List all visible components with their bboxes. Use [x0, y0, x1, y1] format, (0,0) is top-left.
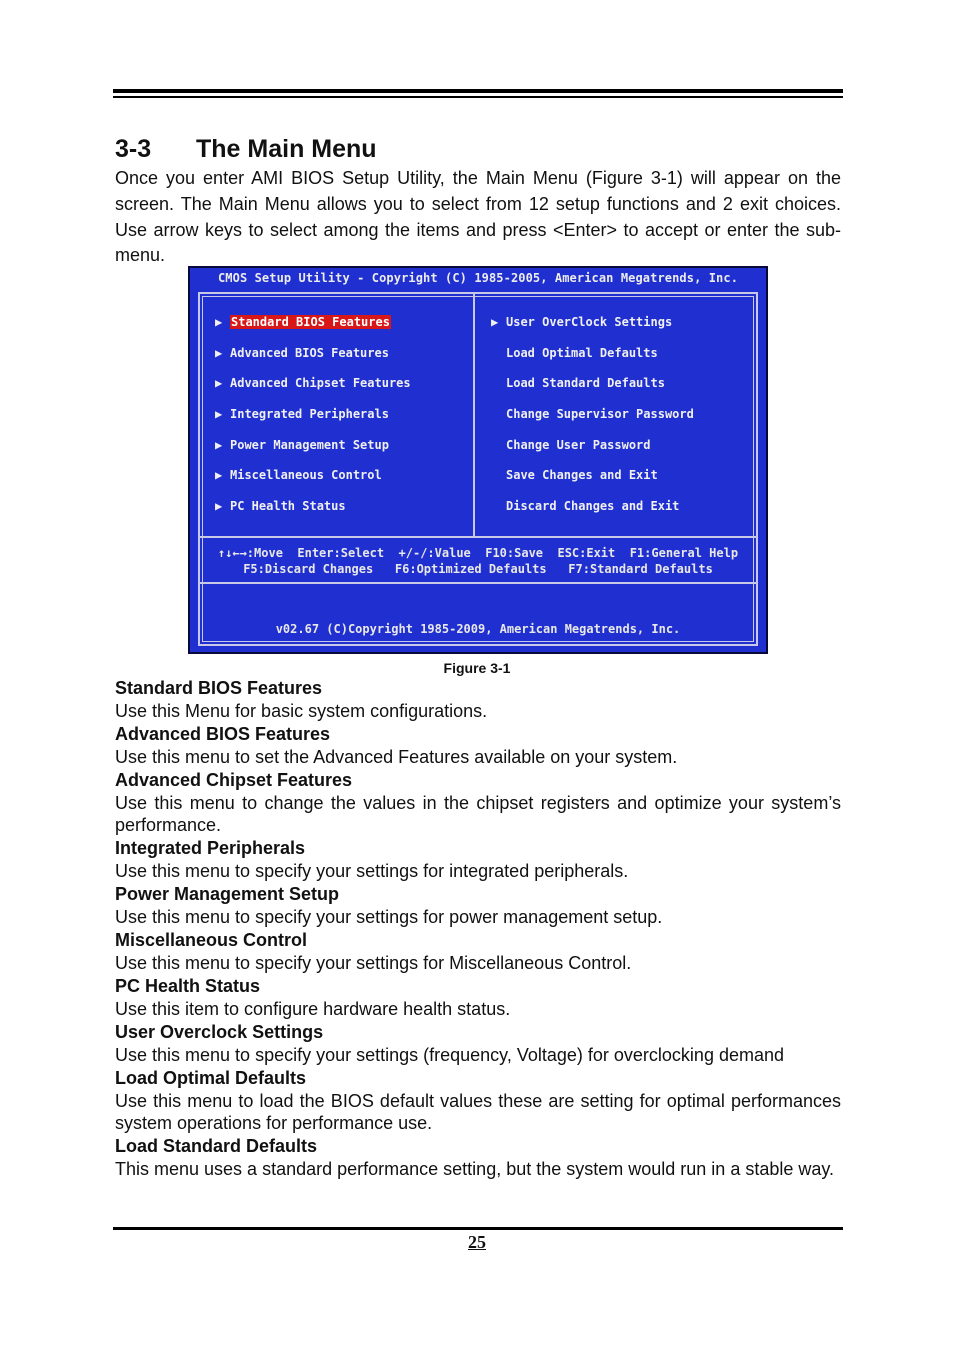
- bios-menu-item[interactable]: [215, 438, 411, 469]
- bios-menu-item-label: Power Management Setup: [230, 437, 389, 452]
- submenu-arrow-icon: ▶: [215, 499, 223, 514]
- bios-help-keys: [200, 545, 756, 577]
- entry-title: Integrated Peripherals: [115, 838, 306, 858]
- entry-title: User Overclock Settings: [115, 1022, 324, 1042]
- bios-menu-item-label: Load Standard Defaults: [506, 376, 665, 391]
- bios-menu-item[interactable]: [215, 407, 411, 438]
- bios-menu-item-label: Advanced Chipset Features: [230, 376, 411, 391]
- section-number: 3-3: [115, 135, 152, 163]
- bios-menu-item-label: Save Changes and Exit: [506, 468, 658, 483]
- submenu-arrow-icon: ▶: [215, 376, 223, 391]
- submenu-arrow-icon: ▶: [215, 437, 223, 452]
- bios-menu-item[interactable]: [215, 468, 411, 499]
- bios-menu-item[interactable]: [491, 376, 694, 407]
- bios-help-line-1: ↑↓←→:Move Enter:Select +/-/:Value F10:Save ESC:Exit F1:General Help: [217, 546, 739, 560]
- submenu-arrow-icon: ▶: [491, 315, 499, 329]
- bios-menu-item-label: Change User Password: [506, 437, 651, 452]
- bios-menu-item-label: Integrated Peripherals: [230, 407, 389, 422]
- bios-menu-item[interactable]: [491, 407, 694, 438]
- bios-menu-item[interactable]: [491, 499, 694, 530]
- entry-description: Use this menu to specify your settings for Miscellaneous Control.: [115, 953, 632, 973]
- entry-description: This menu uses a standard performance setting, but the system would run in a stable way.: [115, 1159, 835, 1179]
- bios-menu-item-label: Miscellaneous Control: [230, 468, 382, 483]
- page-number: 25: [468, 1232, 486, 1252]
- entry-title: PC Health Status: [115, 976, 261, 996]
- entry-title: Miscellaneous Control: [115, 930, 308, 950]
- entry-description: Use this menu to specify your settings for integrated peripherals.: [115, 861, 629, 881]
- figure-caption: Figure 3-1: [443, 660, 511, 676]
- bios-left-menu: [215, 315, 411, 530]
- entry-title: Standard BIOS Features: [115, 678, 323, 698]
- submenu-arrow-icon: ▶: [215, 315, 223, 329]
- bios-menu-item-label: PC Health Status: [230, 499, 346, 514]
- header-rule-thin: [113, 96, 843, 98]
- entry-description: Use this item to configure hardware health status.: [115, 999, 511, 1019]
- bios-help-line-2: F5:Discard Changes F6:Optimized Defaults F7:Standard Defaults: [243, 562, 713, 576]
- submenu-arrow-icon: ▶: [215, 407, 223, 422]
- bios-menu-item[interactable]: [491, 468, 694, 499]
- entry-description: Use this menu to change the values in the chipset registers and optimize your system’s performance.: [115, 793, 841, 835]
- section-title: [115, 135, 377, 164]
- menu-descriptions: [115, 676, 841, 1180]
- footer-rule: [113, 1227, 843, 1230]
- entry-description: Use this menu to set the Advanced Features available on your system.: [115, 747, 678, 767]
- submenu-arrow-icon: ▶: [215, 468, 223, 483]
- bios-menu-item[interactable]: [215, 499, 411, 530]
- bios-menu-item[interactable]: [491, 346, 694, 377]
- entry-description: Use this menu to load the BIOS default values these are setting for optimal performances system operations for performance use.: [115, 1091, 841, 1133]
- entry-title: Advanced BIOS Features: [115, 724, 331, 744]
- bios-footer-divider: [200, 582, 756, 584]
- bios-column-divider: [473, 294, 475, 538]
- bios-menu-item-label: Change Supervisor Password: [506, 407, 694, 422]
- bios-menu-item[interactable]: [215, 376, 411, 407]
- bios-menu-item[interactable]: [491, 315, 694, 346]
- bios-menu-item[interactable]: [491, 438, 694, 469]
- bios-menu-item-label: Standard BIOS Features: [231, 315, 390, 329]
- bios-copyright: v02.67 (C)Copyright 1985-2009, American Megatrends, Inc.: [275, 622, 681, 636]
- submenu-arrow-icon: ▶: [215, 345, 223, 360]
- entry-title: Load Optimal Defaults: [115, 1068, 307, 1088]
- bios-title-bar: CMOS Setup Utility - Copyright (C) 1985-2005, American Megatrends, Inc.: [190, 268, 766, 288]
- entry-title: Power Management Setup: [115, 884, 340, 904]
- intro-paragraph: Once you enter AMI BIOS Setup Utility, the Main Menu (Figure 3-1) will appear on the screen. The Main Menu allows you to select from 12 setup functions and 2 exit choices. Use arrow keys to select among the items and press <Enter> to accept or enter the sub-menu.: [115, 168, 841, 266]
- bios-help-divider: [200, 536, 756, 538]
- bios-menu-item-label: Advanced BIOS Features: [230, 345, 389, 360]
- bios-screenshot: [188, 266, 768, 654]
- bios-menu-item[interactable]: [215, 315, 411, 346]
- entry-title: Load Standard Defaults: [115, 1136, 318, 1156]
- bios-menu-item-label: Load Optimal Defaults: [506, 345, 658, 360]
- bios-menu-item-label: User OverClock Settings: [506, 315, 673, 329]
- entry-description: Use this menu to specify your settings for power management setup.: [115, 907, 663, 927]
- section-heading: The Main Menu: [196, 135, 377, 163]
- header-rule-thick: [113, 89, 843, 93]
- entry-title: Advanced Chipset Features: [115, 770, 353, 790]
- bios-menu-item-label: Discard Changes and Exit: [506, 499, 680, 514]
- entry-description: Use this Menu for basic system configurations.: [115, 701, 488, 721]
- entry-description: Use this menu to specify your settings (frequency, Voltage) for overclocking demand: [115, 1045, 784, 1065]
- bios-right-menu: [491, 315, 694, 530]
- bios-menu-item[interactable]: [215, 346, 411, 377]
